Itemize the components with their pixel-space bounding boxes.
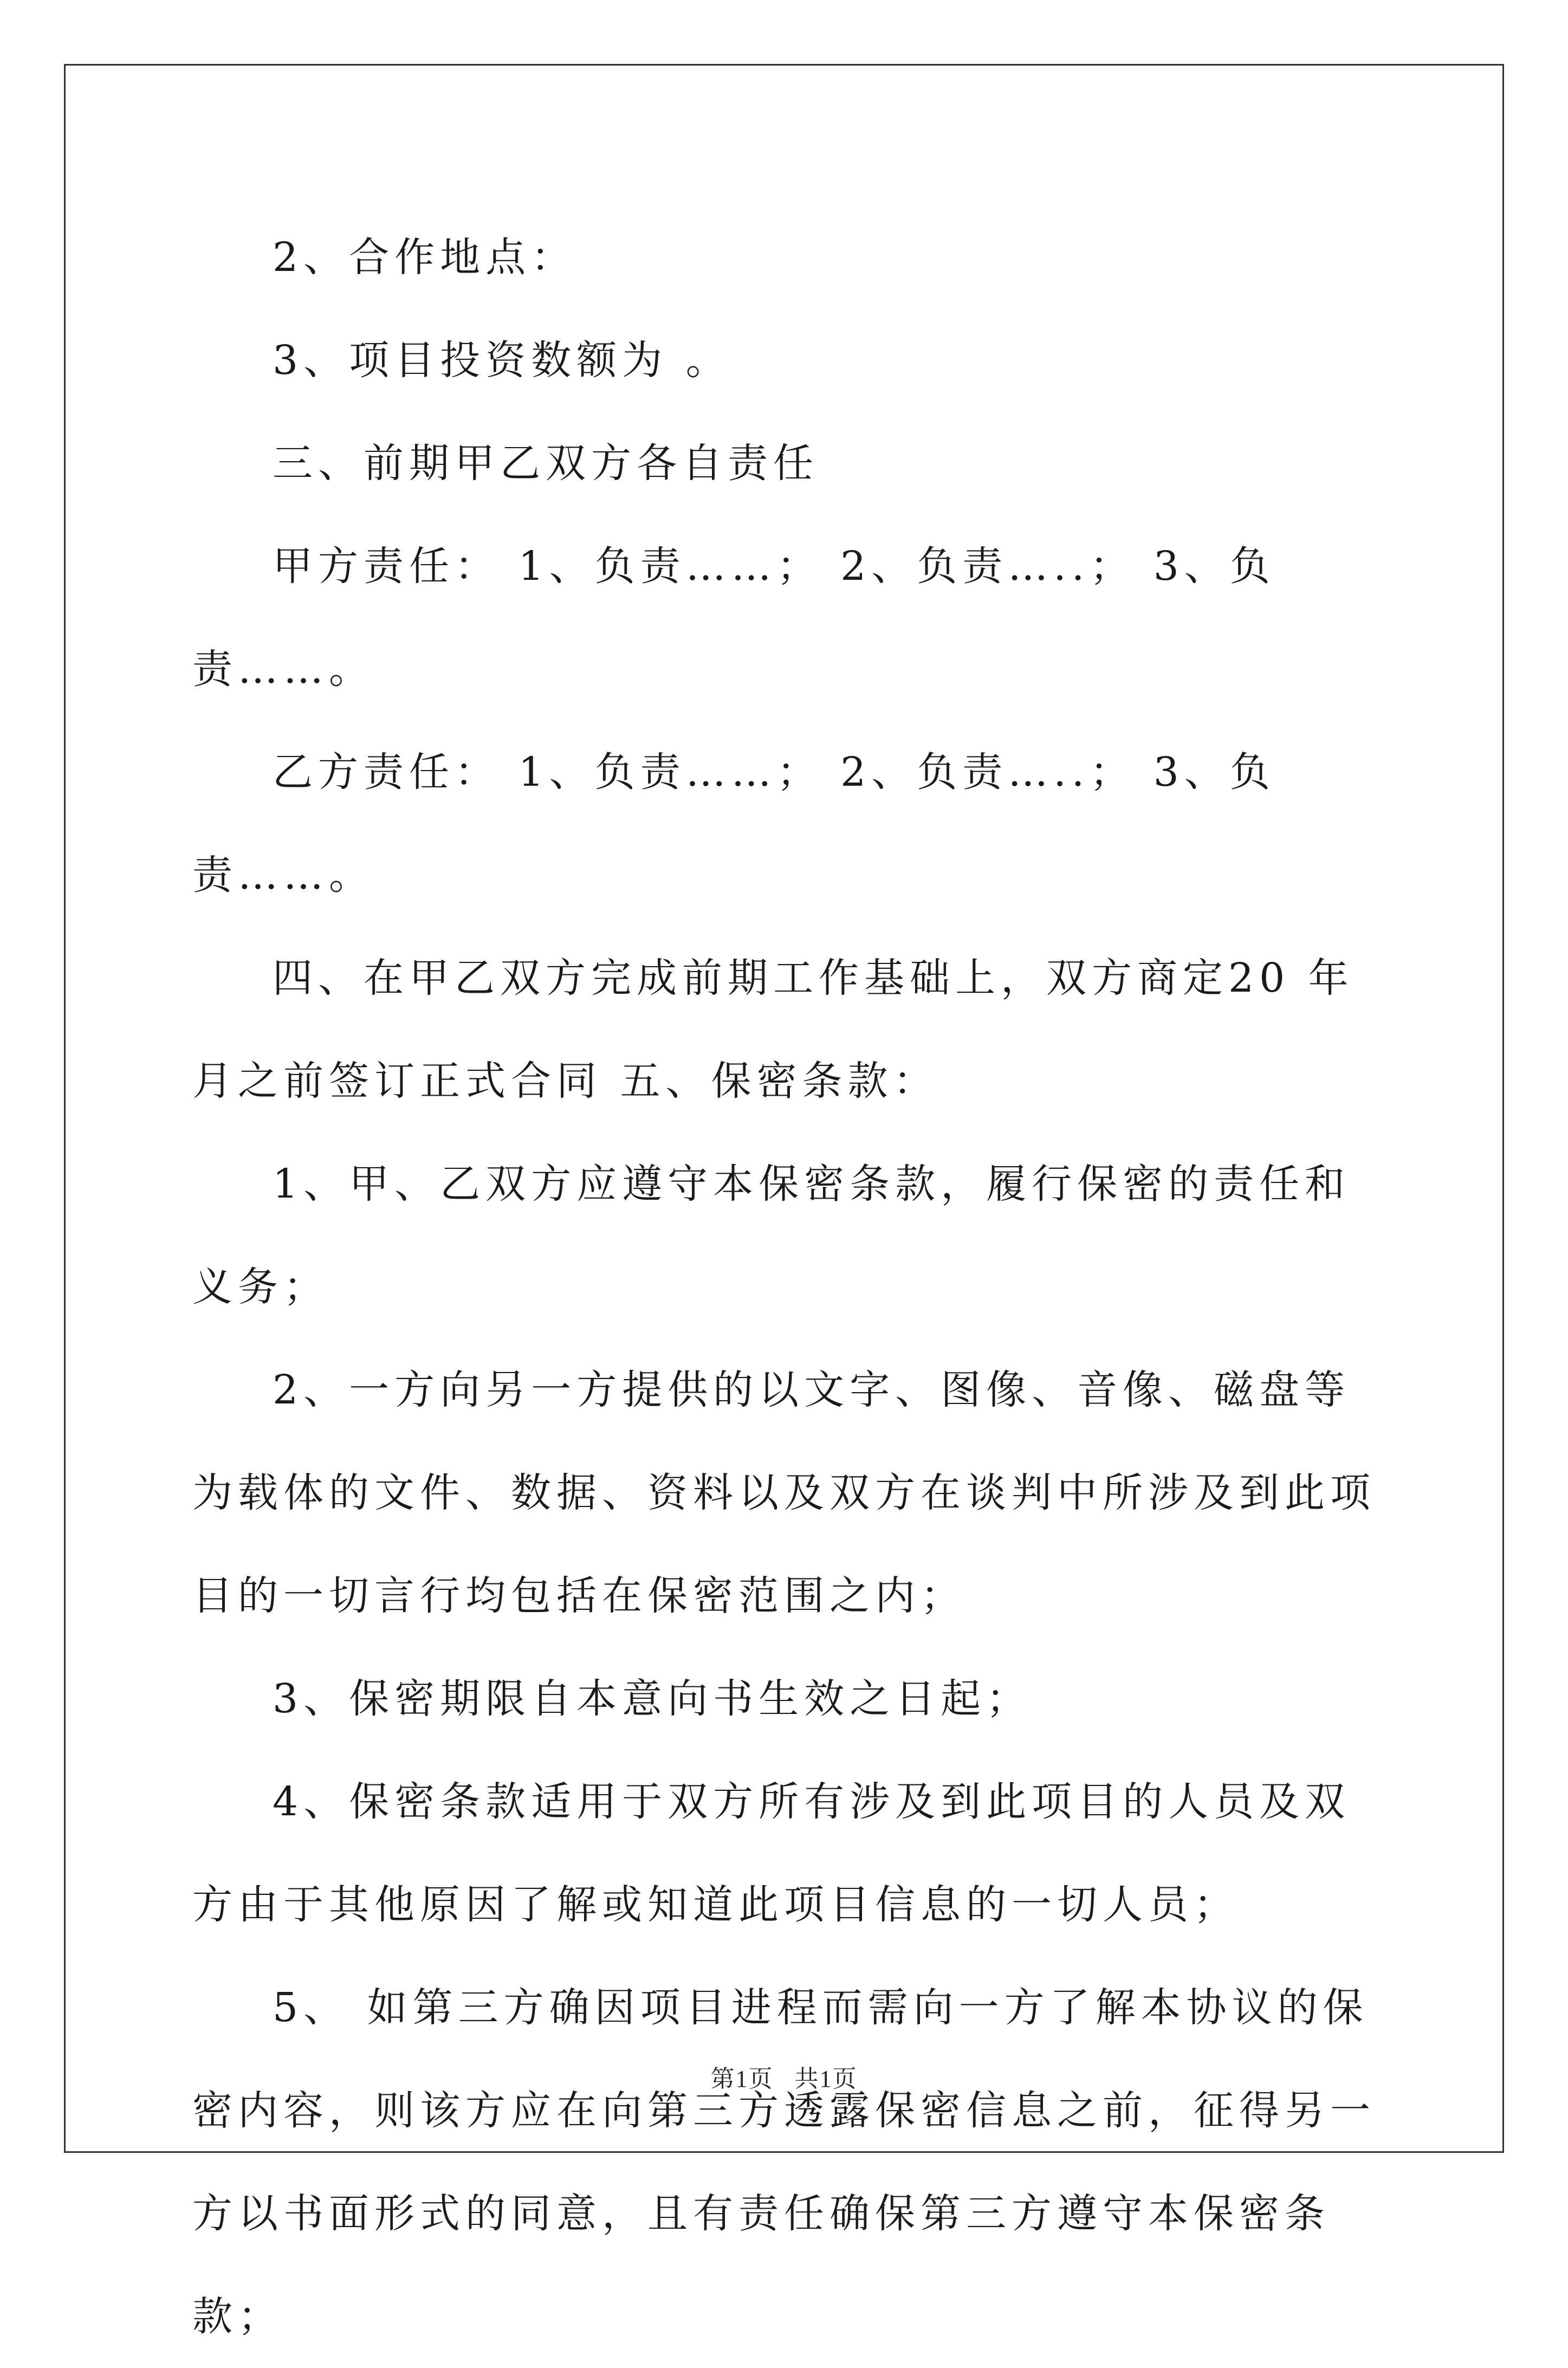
document-body [192, 206, 1384, 2368]
page-footer: 第1页 共1页 [710, 2066, 858, 2092]
paragraph: 1、甲、乙双方应遵守本保密条款，履行保密的责任和义务； [192, 1161, 1351, 1310]
section-heading: 三、前期甲乙双方各自责任 [273, 440, 819, 487]
paragraph: 3、项目投资数额为 。 [273, 337, 731, 384]
paragraph: 4、保密条款适用于双方所有涉及到此项目的人员及双方由于其他原因了解或知道此项目信息的一切人员； [192, 1778, 1351, 1928]
paragraph: 3、保密期限自本意向书生效之日起； [273, 1675, 1032, 1722]
paragraph: 四、在甲乙双方完成前期工作基础上，双方商定20 年 月之前签订正式合同 五、保密条款： [192, 955, 1372, 1104]
paragraph: 甲方责任： 1、负责……； 2、负责…..； 3、负责……。 [192, 543, 1275, 693]
paragraph: 乙方责任： 1、负责……； 2、负责…..； 3、负责……。 [192, 749, 1275, 898]
paragraph: 2、一方向另一方提供的以文字、图像、音像、磁盘等为载体的文件、数据、资料以及双方在谈判中所涉及到此项目的一切言行均包括在保密范围之内； [192, 1367, 1376, 1619]
paragraph: 5、 如第三方确因项目进程而需向一方了解本协议的保密内容，则该方应在向第三方透露保密信息之前，征得另一方以书面形式的同意，且有责任确保第三方遵守本保密条款； [192, 1984, 1376, 2340]
paragraph: 2、合作地点： [273, 234, 577, 281]
